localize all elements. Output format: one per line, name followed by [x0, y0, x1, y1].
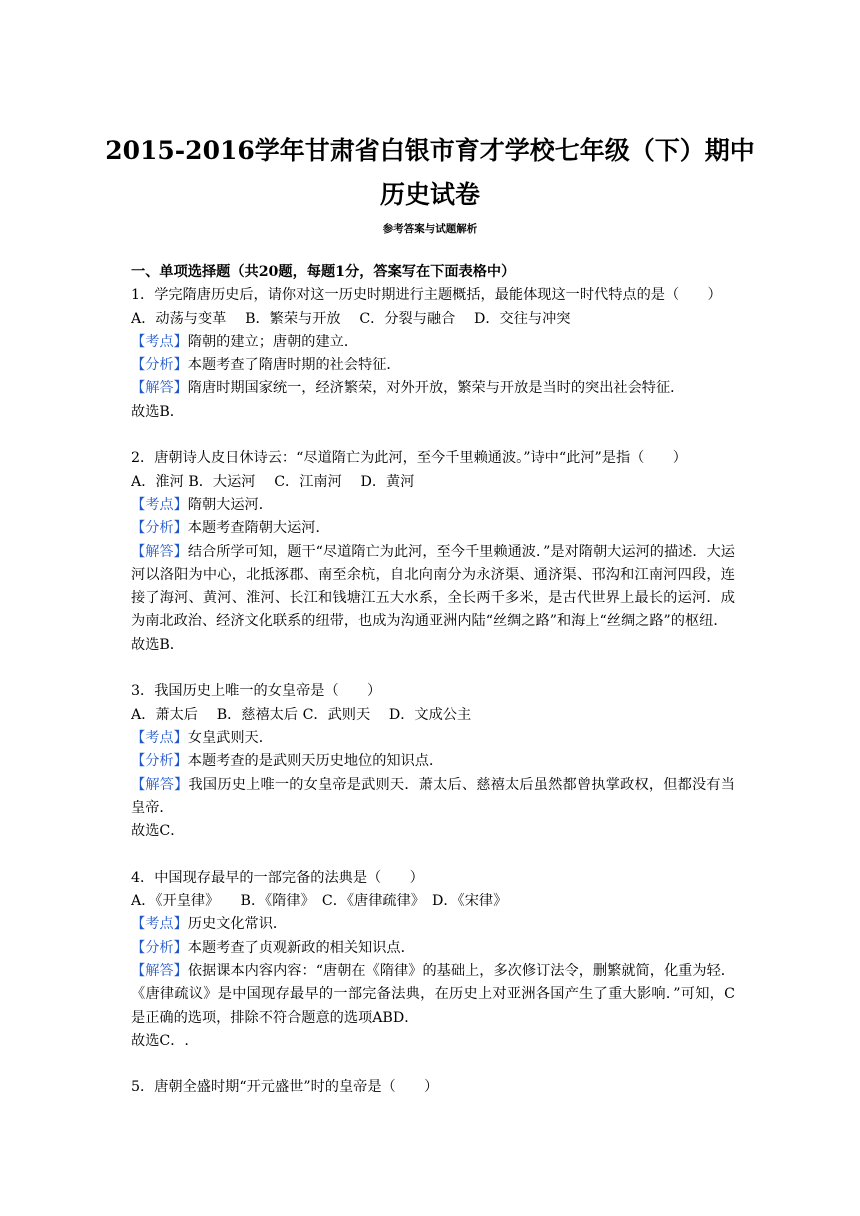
fenxi-row — [131, 750, 735, 773]
kaodian-label: 【考点】 — [131, 916, 188, 933]
document-subtitle: 参考答案与试题解析 — [382, 223, 478, 235]
fenxi-label: 【分析】 — [131, 520, 188, 537]
question-options: A．动荡与变革 B．繁荣与开放 C．分裂与融合 D．交往与冲突 — [131, 310, 571, 327]
question-1 — [131, 284, 735, 424]
jieda-label: 【解答】 — [131, 962, 188, 979]
kaodian-text: 历史文化常识． — [187, 916, 288, 933]
kaodian-label: 【考点】 — [131, 729, 188, 746]
jieda-row — [131, 960, 735, 1030]
fenxi-label: 【分析】 — [131, 357, 188, 374]
section-heading: 一、单项选择题（共20题，每题1分，答案写在下面表格中） — [131, 264, 516, 280]
kaodian-text: 隋朝的建立；唐朝的建立． — [187, 333, 359, 350]
fenxi-row — [131, 937, 735, 960]
fenxi-text: 本题考查隋朝大运河． — [187, 520, 330, 537]
question-stem: 5．唐朝全盛时期“开元盛世”时的皇帝是（ ） — [131, 1079, 439, 1096]
jieda-text: 隋唐时期国家统一，经济繁荣，对外开放，繁荣与开放是当时的突出社会特征． — [187, 380, 685, 397]
fenxi-text: 本题考查的是武则天历史地位的知识点． — [187, 753, 444, 770]
jieda-text: 我国历史上唯一的女皇帝是武则天．萧太后、慈禧太后虽然都曾执掌政权，但都没有当皇帝． — [131, 776, 735, 816]
question-options: A．淮河 B．大运河 C．江南河 D．黄河 — [131, 473, 415, 490]
kaodian-row — [131, 494, 735, 517]
kaodian-row — [131, 727, 735, 750]
document-body — [131, 261, 735, 1100]
answer-choice: 故选B． — [131, 636, 184, 653]
fenxi-text: 本题考查了隋唐时期的社会特征． — [187, 357, 401, 374]
fenxi-text: 本题考查了贞观新政的相关知识点． — [187, 939, 415, 956]
jieda-row — [131, 541, 735, 634]
question-stem: 3．我国历史上唯一的女皇帝是（ ） — [131, 683, 382, 700]
question-4 — [131, 867, 735, 1053]
jieda-label: 【解答】 — [131, 543, 188, 560]
answer-choice: 故选C． — [131, 823, 185, 840]
fenxi-label: 【分析】 — [131, 939, 188, 956]
kaodian-text: 女皇武则天． — [187, 729, 273, 746]
kaodian-row — [131, 913, 735, 936]
jieda-row — [131, 774, 735, 821]
fenxi-row — [131, 517, 735, 540]
question-5 — [131, 1076, 735, 1099]
kaodian-text: 隋朝大运河． — [187, 496, 273, 513]
jieda-label: 【解答】 — [131, 380, 188, 397]
question-2 — [131, 447, 735, 657]
question-options: A．萧太后 B．慈禧太后 C．武则天 D．文成公主 — [131, 706, 472, 723]
jieda-label: 【解答】 — [131, 776, 189, 793]
question-stem: 1．学完隋唐历史后，请你对这一历史时期进行主题概括，最能体现这一时代特点的是（ ） — [131, 287, 722, 304]
question-stem: 2．唐朝诗人皮日休诗云：“尽道隋亡为此河，至今千里赖通波。”诗中“此河”是指（ ） — [131, 450, 687, 467]
question-3 — [131, 680, 735, 843]
question-stem: 4．中国现存最早的一部完备的法典是（ ） — [131, 869, 424, 886]
fenxi-row — [131, 354, 735, 377]
kaodian-row — [131, 331, 735, 354]
question-options: A．《开皇律》 B．《隋律》 C．《唐律疏律》 D．《宋律》 — [131, 893, 508, 910]
jieda-text: 结合所学可知，题干“尽道隋亡为此河，至今千里赖通波．”是对隋朝大运河的描述．大运河以洛阳为中心，北抵涿郡、南至余杭，自北向南分为永济渠、通济渠、邗沟和江南河四段，连接了海河、黄河、淮河、长江和钱塘江五大水系，全长两千多米，是古代世界上最长的运河．成为南北政治、经济文化联系的纽带，也成为沟通亚洲内陆“丝绸之路”和海上“丝绸之路”的枢纽． — [131, 543, 735, 630]
jieda-row — [131, 377, 735, 400]
kaodian-label: 【考点】 — [131, 333, 188, 350]
kaodian-label: 【考点】 — [131, 496, 188, 513]
document-title-line-2: 历史试卷 — [379, 180, 480, 209]
document-title-line-1: 2015-2016学年甘肃省白银市育才学校七年级（下）期中 — [105, 136, 755, 165]
fenxi-label: 【分析】 — [131, 753, 188, 770]
answer-choice: 故选C．. — [131, 1032, 189, 1049]
jieda-text: 依据课本内容内容：“唐朝在《隋律》的基础上，多次修订法令，删繁就简，化重为轻．《唐律疏议》是中国现存最早的一部完备法典，在历史上对亚洲各国产生了重大影响．”可知，C是正确的选项，排除不符合题意的选项ABD． — [131, 962, 735, 1026]
answer-choice: 故选B． — [131, 403, 184, 420]
